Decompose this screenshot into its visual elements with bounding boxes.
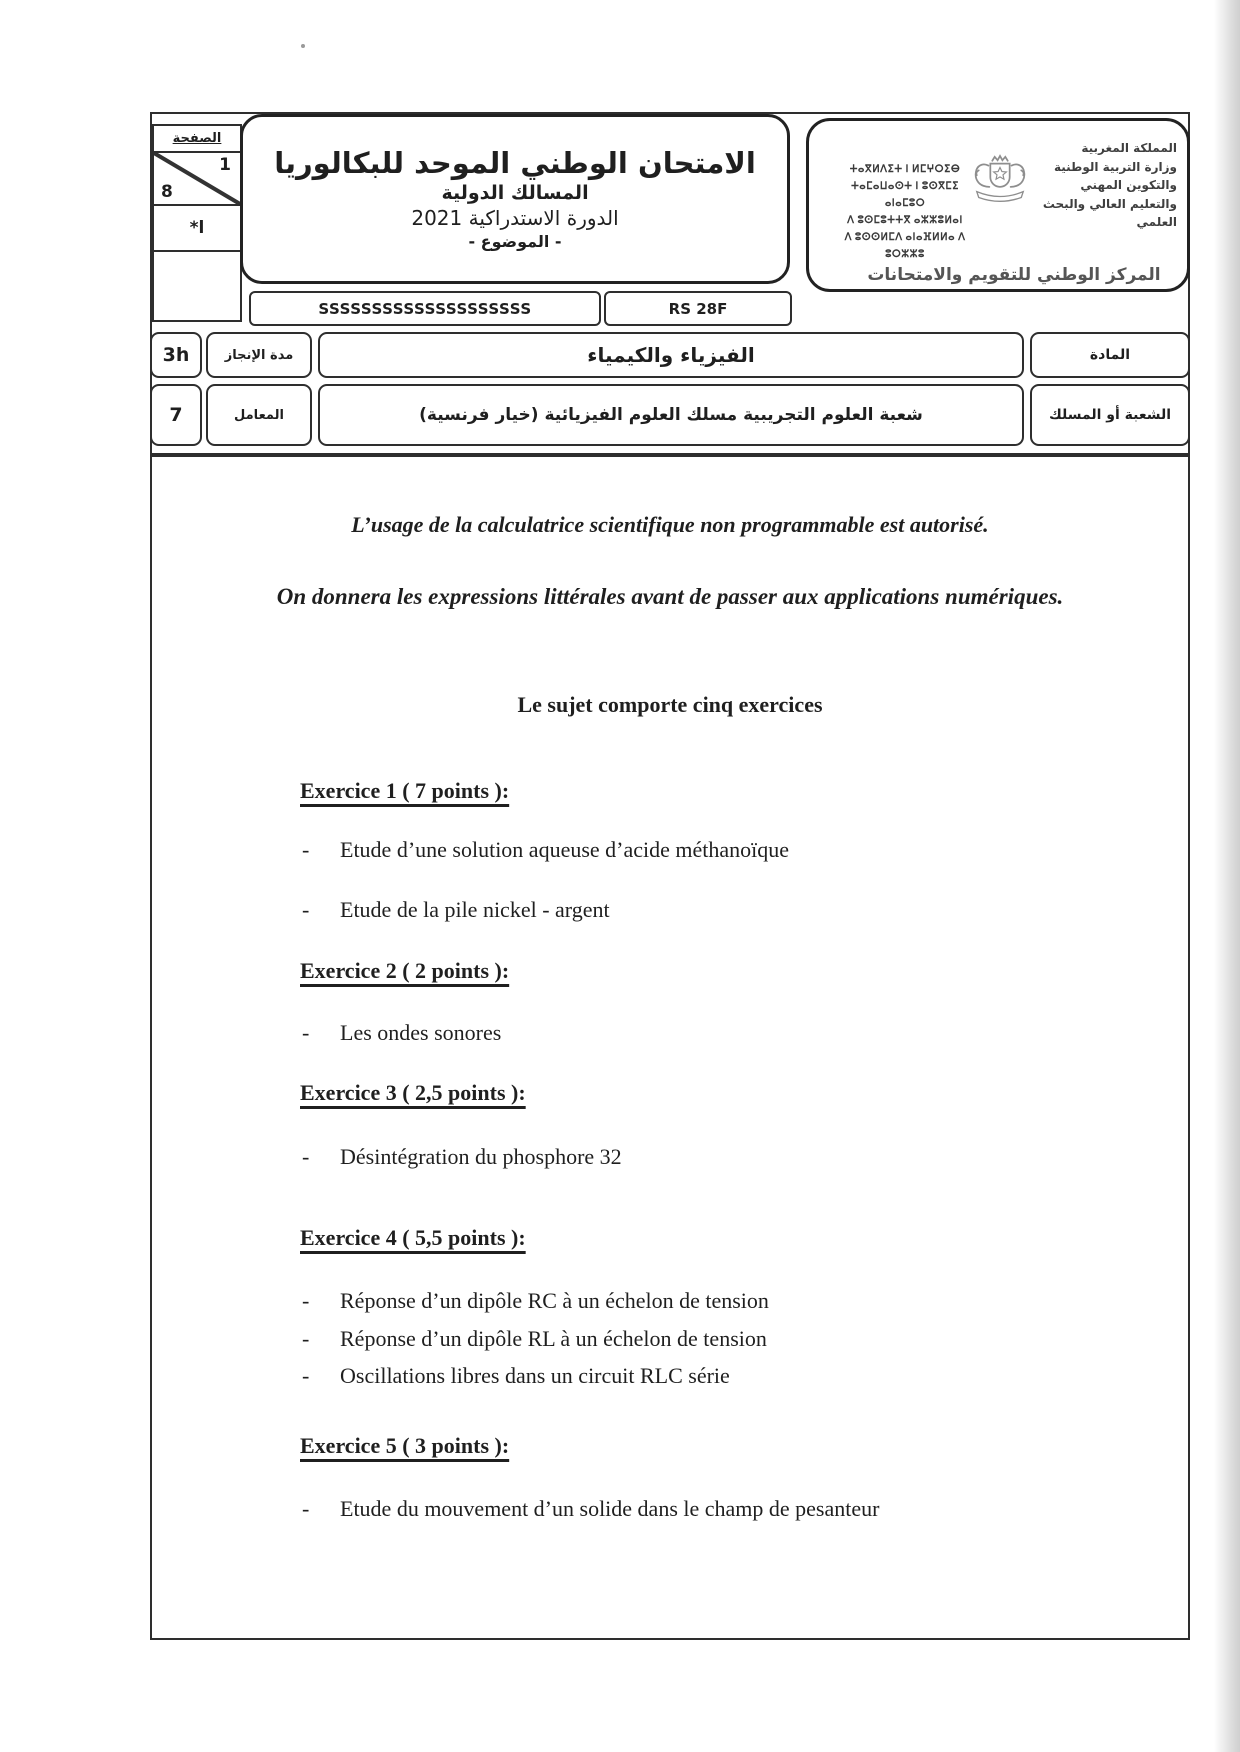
exam-title: الامتحان الوطني الموحد للبكالوريا: [274, 145, 756, 180]
exam-session: الدورة الاستدراكية 2021: [411, 206, 619, 231]
ministry-name-tifinagh: [835, 161, 975, 263]
coefficient-label: المعامل: [206, 384, 312, 446]
exercise-3-item-1: [302, 1144, 622, 1170]
exercise-2-item-1: [302, 1020, 501, 1046]
bullet-dash: -: [302, 1496, 310, 1521]
exercise-item-text: Oscillations libres dans un circuit RLC série: [340, 1363, 730, 1388]
coefficient-value: 7: [150, 384, 202, 446]
ministry-line: وزارة التربية الوطنية: [1053, 159, 1177, 174]
calculator-notice: L’usage de la calculatrice scientifique non programmable est autorisé.: [351, 512, 989, 537]
exercise-1-title: Exercice 1 ( 7 points ):: [300, 778, 510, 803]
bullet-dash: -: [302, 837, 310, 862]
stream-label: الشعبة أو المسلك: [1030, 384, 1190, 446]
stream-name: شعبة العلوم التجريبية مسلك العلوم الفيزيائية (خيار فرنسية): [318, 384, 1024, 446]
duration-value: 3h: [150, 332, 202, 378]
exercise-item-text: Les ondes sonores: [340, 1020, 502, 1045]
ministry-line: المملكة المغربية: [1081, 141, 1177, 155]
exercise-3-title: Exercice 3 ( 2,5 points ):: [300, 1080, 526, 1105]
exam-document-type: - الموضوع -: [468, 232, 562, 252]
page-empty-cell: [154, 252, 240, 322]
duration-label: مدة الإنجاز: [206, 332, 312, 378]
page-code-cell: *ا: [154, 206, 240, 252]
page-fraction-cell: [154, 153, 240, 206]
page-number-label: الصفحة: [154, 126, 240, 153]
ministry-name-arabic: [1007, 139, 1177, 232]
expressions-notice: On donnera les expressions littérales avant de passer aux applications numériques.: [276, 584, 1064, 609]
exam-title-box: [240, 114, 790, 284]
header-separator: [150, 453, 1190, 457]
bullet-dash: -: [302, 897, 310, 922]
exercise-item-text: Désintégration du phosphore 32: [340, 1144, 622, 1169]
page-total-number: 8: [161, 182, 173, 202]
exercise-1-item-2: [302, 897, 610, 923]
bullet-dash: -: [302, 1288, 310, 1313]
scan-speck: [301, 44, 305, 48]
exercise-item-text: Etude d’une solution aqueuse d’acide méthanoïque: [340, 837, 790, 862]
candidate-mask-box: SSSSSSSSSSSSSSSSSSSS: [249, 291, 601, 326]
exam-center-name: المركز الوطني للتقويم والامتحانات: [867, 265, 1161, 285]
subject-label: المادة: [1030, 332, 1190, 378]
exam-reference-box: RS 28F: [604, 291, 792, 326]
exercise-5-title: Exercice 5 ( 3 points ):: [300, 1433, 510, 1458]
exercise-item-text: Réponse d’un dipôle RC à un échelon de tension: [340, 1288, 769, 1313]
exercise-4-item-1: [302, 1288, 769, 1314]
scan-edge-band: [1214, 0, 1240, 1752]
bullet-dash: -: [302, 1363, 310, 1388]
exercise-4-item-2: [302, 1326, 767, 1352]
ministry-line: والتعليم العالي والبحث العلمي: [1042, 196, 1177, 230]
tifinagh-line: ⵜⴰⵎⴰⵡⴰⵙⵜ ⵏ ⵓⵙⴳⵎⵉ ⴰⵏⴰⵎⵓⵔ: [851, 181, 959, 209]
bullet-dash: -: [302, 1020, 310, 1045]
exercise-1-item-1: [302, 837, 789, 863]
exercise-4-item-3: [302, 1363, 730, 1389]
page-number-box: [152, 124, 242, 322]
page-current-number: 1: [219, 155, 231, 175]
bullet-dash: -: [302, 1144, 310, 1169]
exercise-2-title: Exercice 2 ( 2 points ):: [300, 958, 510, 983]
tifinagh-line: ⴷ ⵓⵙⵎⵓⵜⵜⴳ ⴰⵣⵣⵓⵍⴰⵏ: [847, 215, 963, 226]
exercise-item-text: Réponse d’un dipôle RL à un échelon de tension: [340, 1326, 767, 1351]
ministry-line: والتكوين المهني: [1080, 178, 1177, 193]
subject-name: الفيزياء والكيمياء: [318, 332, 1024, 378]
exercise-4-title: Exercice 4 ( 5,5 points ):: [300, 1225, 526, 1250]
ministry-box: [806, 118, 1190, 292]
exercise-item-text: Etude du mouvement d’un solide dans le champ de pesanteur: [340, 1496, 880, 1521]
bullet-dash: -: [302, 1326, 310, 1351]
tifinagh-line: ⴷ ⵓⵙⵙⵍⵎⴷ ⴰⵏⴰⴼⵍⵍⴰ ⴷ ⵓⵔⵣⵣⵓ: [844, 232, 966, 260]
exam-track: المسالك الدولية: [441, 182, 589, 205]
subject-overview-line: Le sujet comporte cinq exercices: [517, 692, 823, 717]
exercise-item-text: Etude de la pile nickel - argent: [340, 897, 610, 922]
tifinagh-line: ⵜⴰⴳⵍⴷⵉⵜ ⵏ ⵍⵎⵖⵔⵉⴱ: [849, 164, 961, 175]
exercise-5-item-1: [302, 1496, 879, 1522]
